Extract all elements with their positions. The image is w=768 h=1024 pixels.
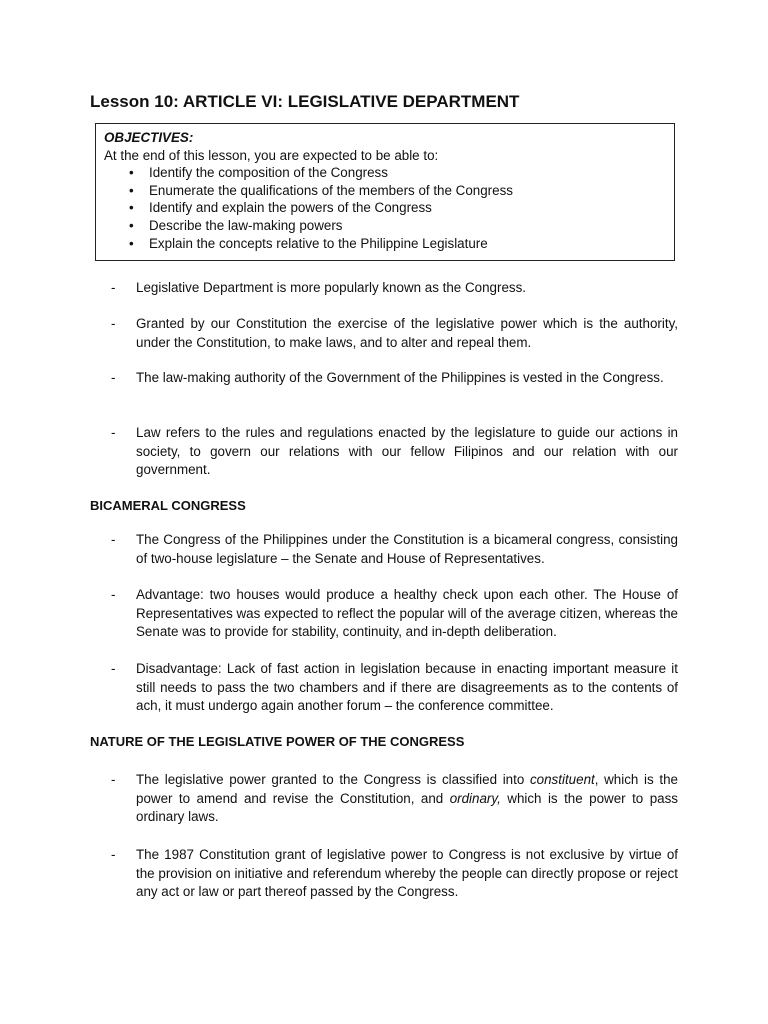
nature-point: - The legislative power granted to the Congress is classified into constituent, which is the power to amend and revise the Constitution, and ordinary, which is the power to pass ordinary laws. [111,772,679,825]
objectives-list [104,164,666,252]
dash-icon: - [111,532,116,547]
objective-item: • Enumerate the qualifications of the members of the Congress [129,182,513,198]
objectives-heading: OBJECTIVES: [104,130,194,145]
term-ordinary: ordinary, [449,790,501,806]
bullet-icon: • [129,200,134,216]
intro-point: - Granted by our Constitution the exercise of the legislative power which is the authority, under the Constitution, to make laws, and to alter and repeal them. [111,316,678,350]
term-constituent: constituent [529,772,595,787]
dash-icon: - [111,280,116,295]
bullet-icon: • [129,165,134,181]
objective-item: • Explain the concepts relative to the Philippine Legislature [129,235,488,251]
intro-point: - Legislative Department is more popularly known as the Congress. [111,279,678,298]
intro-point: - Law refers to the rules and regulations enacted by the legislature to guide our actions in society, to govern our relations with our fellow Filipinos and our relation with our government. [111,425,678,478]
dash-icon: - [111,316,116,331]
page-title: Lesson 10: ARTICLE VI: LEGISLATIVE DEPARTMENT [90,92,520,111]
bullet-icon: • [129,217,134,233]
dash-icon: - [111,847,116,862]
dash-icon: - [111,370,116,385]
bullet-icon: • [129,235,134,251]
section-heading-nature: NATURE OF THE LEGISLATIVE POWER OF THE CONGRESS [90,734,465,749]
bicameral-point: - The Congress of the Philippines under the Constitution is a bicameral congress, consisting of two-house legislature – the Senate and House of Representatives. [111,532,678,566]
objective-item: • Describe the law-making powers [129,217,343,233]
dash-icon: - [111,661,116,676]
bicameral-point: - Advantage: two houses would produce a healthy check upon each other. The House of Representatives was expected to reflect the popular will of the average citizen, whereas the Senate was to provide for stability, continuity, and in-depth deliberation. [111,587,678,640]
intro-point: - The law-making authority of the Government of the Philippines is vested in the Congress. [111,369,678,388]
bicameral-point: - Disadvantage: Lack of fast action in legislation because in enacting important measure it still needs to pass the two chambers and if there are disagreements as to the contents of ach, it must undergo again another forum – the conference committee. [111,661,678,714]
objectives-intro: At the end of this lesson, you are expected to be able to: [104,147,439,163]
dash-icon: - [111,587,116,602]
nature-point: - The 1987 Constitution grant of legislative power to Congress is not exclusive by virtue of the provision on initiative and referendum whereby the people can directly propose or reject any act or law or part thereof passed by the Congress. [111,847,678,900]
dash-icon: - [111,425,116,440]
dash-icon: - [111,772,116,787]
section-heading-bicameral: BICAMERAL CONGRESS [90,498,246,513]
objective-item: • Identify the composition of the Congress [129,165,388,181]
bullet-icon: • [129,182,134,198]
objectives-box [95,123,675,261]
objective-item: • Identify and explain the powers of the Congress [129,200,432,216]
